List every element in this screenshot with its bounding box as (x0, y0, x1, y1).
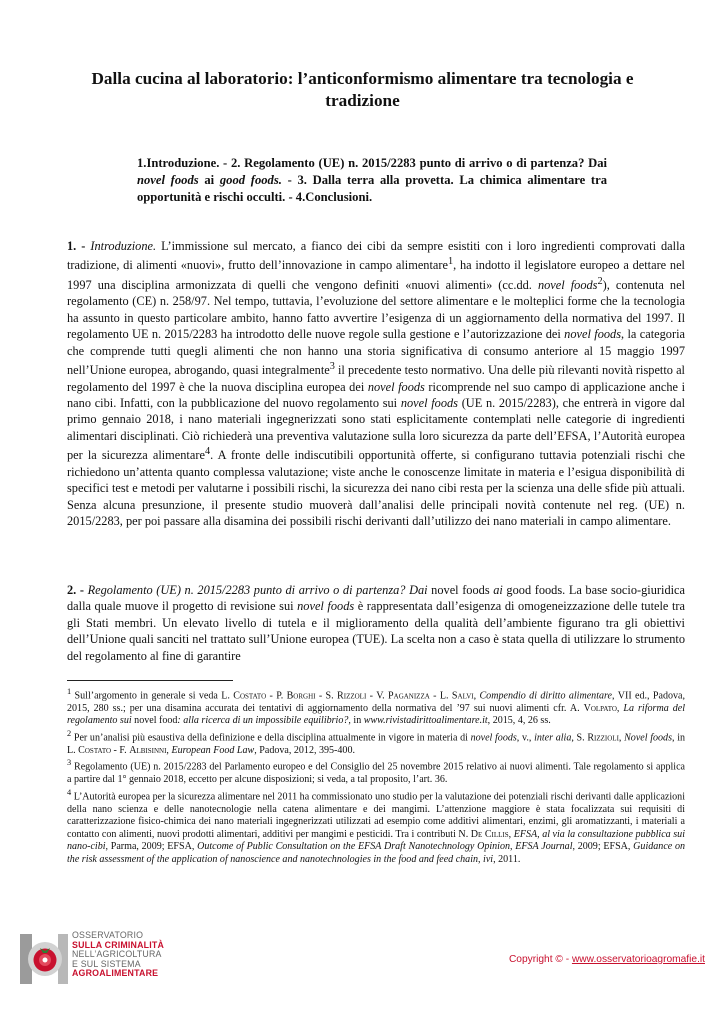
website-link[interactable]: www.osservatorioagromafie.it (571, 954, 705, 965)
footnote-text: , (166, 744, 172, 756)
footnote-title: inter alia (534, 732, 572, 744)
logo-line: E SUL SISTEMA (72, 958, 141, 969)
body-text: novel foods (537, 278, 598, 293)
footnote-url: www.rivistadirittoalimentare.it (363, 715, 488, 727)
body-text: novel foods (564, 327, 622, 342)
tomato-emblem-icon (20, 930, 68, 988)
copyright-text: Copyright © - (508, 954, 572, 965)
footnote-text: , VII ed., Padova, 2015, 280 ss.; per una disamina accurata dei tentativi di aggiornamento della normativa del ’97 sui nuovi alimenti cfr. A. (67, 690, 686, 714)
footnote-title: Novel foods (624, 732, 672, 744)
footnote-text: , in L. (67, 732, 686, 756)
footnote-text: , (510, 841, 516, 853)
author-name: Costato (233, 690, 267, 702)
footnote-text: Sull’argomento in generale si veda L. (71, 690, 234, 702)
body-text: La base socio-giuridica dalla quale muove il progetto di revisione sui (67, 583, 685, 614)
author-name: Volpato (583, 702, 617, 714)
footnote-ref: 2 (597, 275, 603, 287)
footnote-title: novel foods (470, 732, 517, 744)
body-text: novel foods (367, 379, 425, 394)
body-text: il precedente testo normativo. Una delle più rilevanti novità rispetto al regolamento del 1997 è che la nuova disciplina europea dei (67, 363, 685, 394)
footnote-text: Regolamento (UE) n. 2015/2283 del Parlamento europeo e del Consiglio del 25 novembre 2015 relativo ai nuovi alimenti. Tale regolamento si applica a partire dal 1° gennaio 2018, eccetto per alcune disposizioni; si veda, a tal proposito, l’art. 36. (67, 761, 685, 786)
body-text: (UE n. 2015/2283), che entrerà in vigore dal primo gennaio 2018, i nano materiali ingegnerizzati sono stati esplicitamente contemplati nelle categorie di ingredienti alimentari disciplinati. Ciò richiederà una preventiva valutazione sulla loro sicurezza da parte dell’EFSA, l’Autorità europea per la sicurezza alimentare (67, 395, 685, 463)
toc-text: 1.Introduzione. - 2. Regolamento (UE) n. 2015/2283 punto di arrivo o di partenza? Dai (137, 156, 607, 170)
body-text: novel foods (297, 599, 355, 614)
footnote-text: , (508, 828, 514, 840)
logo-line: NELL’AGRICOLTURA (72, 949, 162, 960)
toc-text: - 3. Dalla terra alla provetta. La chimica alimentare tra opportunità e rischi occulti. - 4.Conclusioni. (137, 173, 607, 204)
section-2-paragraph (67, 582, 685, 664)
footnote-title: EFSA Journal (515, 841, 573, 853)
footnote-number: 3 (67, 758, 72, 768)
footnote-number: 1 (67, 687, 72, 696)
footnote-3 (67, 757, 685, 786)
logo-line: SULLA CRIMINALITÀ (72, 939, 165, 950)
author-name: Borghi (286, 690, 316, 702)
footnote-text: , (618, 732, 625, 744)
footnote-text: - L. (429, 690, 452, 702)
footnote-text: , 2011. (493, 853, 521, 865)
section-heading: good foods. (502, 583, 566, 597)
footnote-ref: 3 (329, 361, 335, 373)
footnote-text: , S. (571, 732, 588, 744)
footnote-title: : alla ricerca di un impossibile equilibrio? (177, 715, 349, 727)
footnote-2 (67, 728, 685, 757)
body-text: , ha indotto il legislatore europeo a dettare nel 1997 una disciplina armonizzata di quelli che vengono definiti «nuovi alimenti» (cc.dd. (67, 258, 685, 293)
logo-line: OSSERVATORIO (72, 930, 144, 940)
footnote-text: , 2015, 4, 26 ss. (487, 715, 551, 727)
author-name: Rizzioli (587, 732, 619, 744)
footnote-title: Compendio di diritto alimentare (479, 690, 613, 702)
footnote-text: , Padova, 2012, 395-400. (254, 744, 355, 756)
toc-text: ai (198, 173, 220, 187)
footnote-text: Per un’analisi più esaustiva della definizione e della disciplina attualmente in vigore in materia di (71, 732, 471, 744)
footnote-text: , (616, 702, 624, 714)
footnote-4 (67, 787, 685, 867)
footnote-ref: 4 (204, 446, 211, 458)
toc-text: novel foods (137, 173, 199, 187)
footnote-text: , in (348, 715, 364, 727)
footnote-text: , (473, 690, 480, 702)
body-text: ), contenuta nel regolamento (CE) n. 258/97. Nel tempo, tuttavia, l’evoluzione del settore alimentare e le molteplici forme che la tecnologia ha assunto in questo particolare ambito, hanno fatto avvertire l’esigenza di un aggiornamento della normativa del 1997. Il regolamento UE n. 2015/2283 ha introdotto delle nuove regole sulla gestione e l’autorizzazione dei (67, 278, 686, 342)
author-name: Paganizza (388, 690, 430, 702)
section-heading: ai (493, 583, 503, 597)
author-name: Rizzoli (337, 690, 367, 702)
footnote-title: La riforma del regolamento sui (67, 702, 685, 727)
footnote-ref: 1 (447, 256, 454, 268)
body-text: , la categoria che comprende tutti quegli alimenti che non hanno una storia significativa di consumo anteriore al 15 maggio 1997 nell’Unione europea, abrogando, quasi integralmente (67, 327, 685, 378)
footnote-number: 2 (67, 728, 72, 738)
body-text: novel foods (400, 395, 458, 410)
footnote-text: , Parma, 2009; EFSA, (105, 841, 198, 853)
body-text: L’immissione sul mercato, a fianco dei cibi da sempre esistiti con i loro ingredienti comprovati dalla tradizione, di alimenti «nuovi», frutto dell’innovazione in campo alimentare (67, 239, 685, 273)
footnote-title: EFSA, al via la consultazione pubblica sui nano-cibi (67, 828, 685, 853)
footnote-title: European Food Law (171, 744, 255, 756)
footnote-text: , v., (516, 732, 535, 744)
observatory-logo (20, 930, 200, 988)
author-name: De Cillis (470, 828, 509, 840)
copyright-notice (509, 954, 705, 965)
logo-text (72, 931, 164, 979)
footnotes (67, 686, 685, 866)
section-number: 1. - (67, 239, 91, 253)
author-name: Albisinni (129, 744, 167, 756)
author-name: Salvi (451, 690, 474, 702)
section-heading: Regolamento (UE) n. 2015/2283 punto di arrivo o di partenza? Dai (87, 583, 428, 597)
section-heading: Introduzione. (90, 239, 157, 253)
footnote-1 (67, 686, 685, 728)
footnote-text: - F. (111, 744, 130, 756)
table-of-contents (137, 155, 607, 206)
footnote-text: - S. (315, 690, 338, 702)
section-heading: novel foods (427, 583, 494, 597)
body-text: è rappresentata dall’esigenza di omogeneizzazione delle tutele tra gli Stati membri. Un elevato livello di tutela e il miglioramento della qualità dell’ambiente figurano tra gli obiettivi dell’Unione quali sanciti nel trattato sull’Unione europea (TUE). La scelta non a caso è stata quella di utilizzare lo strumento del regolamento al fine di garantire (67, 599, 685, 663)
document-title: Dalla cucina al laboratorio: l’anticonformismo alimentare tra tecnologia e tradizione (91, 69, 634, 110)
body-text: . A fronte delle indiscutibili opportunità offerte, si configurano tuttavia potenziali rischi che richiedono un’attenta quanto complessa valutazione; viste anche le conoscenze limitate in materia e l’esigua disponibilità di specifici test e metodi per valutarne i possibili rischi, la sicurezza dei nano cibi resta per la scienza una delle sfide più attuali. Senza alcuna presunzione, il presente studio muoverà dall’analisi delle principali novità contenute nel reg. (UE) n. 2015/2283, per poi passare alla disamina dei possibili rischi derivanti dall’utilizzo dei nano materiali in campo alimentare. (67, 448, 685, 528)
footnote-text: novel food (131, 715, 178, 727)
footnote-title: ivi (483, 853, 494, 865)
footnote-text: - V. (366, 690, 389, 702)
section-1-paragraph (67, 238, 685, 529)
footnote-title: Guidance on the risk assessment of the application of nanoscience and nanotechnologies in the food and feed chain (67, 841, 686, 865)
footnote-text: , (478, 853, 484, 865)
footnote-number: 4 (67, 787, 72, 797)
author-name: Costato (78, 744, 112, 756)
footnote-separator (67, 680, 233, 681)
toc-text: good foods. (219, 173, 282, 187)
footnote-text: , 2009; EFSA, (572, 841, 634, 853)
footnote-text: - P. (266, 690, 287, 702)
logo-line: AGROALIMENTARE (72, 968, 159, 979)
footnote-title: Outcome of Public Consultation on the EFSA Draft Nanotechnology Opinion (197, 841, 510, 853)
section-number: 2. - (67, 583, 88, 597)
body-text: ricomprende nel suo campo di applicazione anche i nano cibi. Infatti, con la pubblicazione del nuovo regolamento sui (67, 379, 685, 410)
footnote-text: L’Autorità europea per la sicurezza alimentare nel 2011 ha commissionato uno studio per la valutazione dei potenziali rischi derivanti dalle applicazioni della nano scienza e delle nanotecnologie nella catena alimentare e dei mangimi. L’attenzione maggiore è stata focalizzata sui requisiti di caratterizzazione fisico-chimica dei nano materiali ingegnerizzati utilizzati ad esempio come additivi alimentari, enzimi, gli aromatizzanti, i materiali a contatto con alimenti, nuovi prodotti alimentari, additivi per mangimi e pesticidi. Tra i contributi N. (67, 791, 685, 840)
